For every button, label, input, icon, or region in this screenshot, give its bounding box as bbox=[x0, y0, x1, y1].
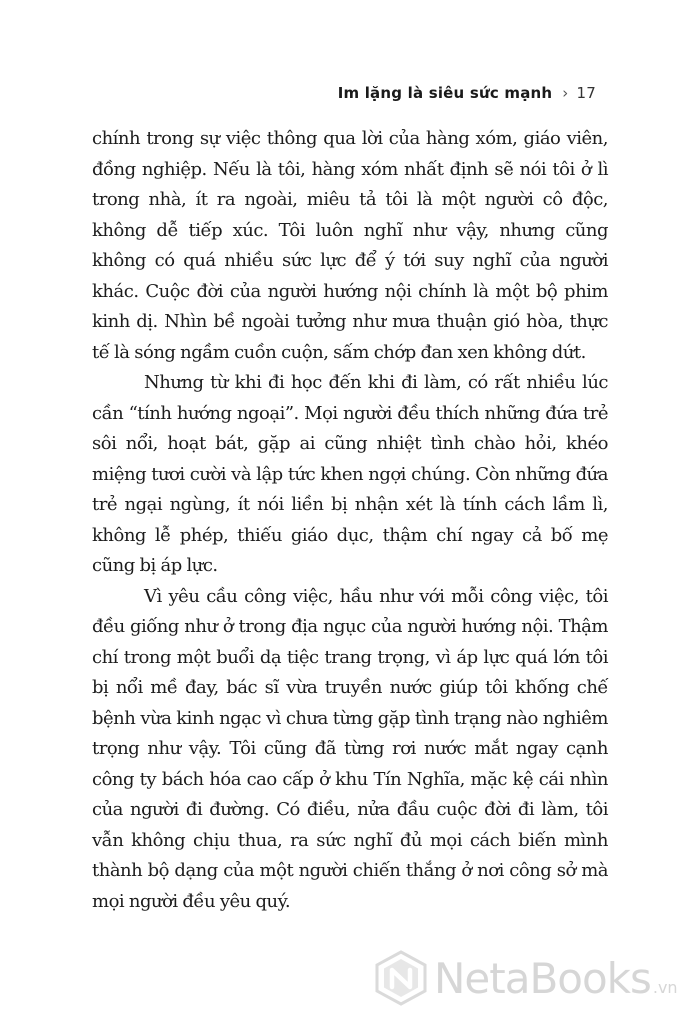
netabooks-logo-icon bbox=[372, 949, 430, 1007]
page-number: 17 bbox=[576, 84, 596, 102]
paragraph-2: Nhưng từ khi đi học đến khi đi làm, có rất nhiều lúc cần “tính hướng ngoại”. Mọi người đều thích những đứa trẻ sôi nổi, hoạt bát, gặp ai cũng nhiệt tình chào hỏi, khéo miệng tươi cười và lập tức khen ngợi chúng. Còn những đứa trẻ ngại ngùng, ít nói liền bị nhận xét là tính cách lầm lì, không lễ phép, thiếu giáo dục, thậm chí ngay cả bố mẹ cũng bị áp lực. bbox=[92, 372, 608, 576]
watermark-brand bbox=[434, 954, 678, 1003]
watermark-brand-name: NetaBooks bbox=[434, 953, 651, 1003]
book-title: Im lặng là siêu sức mạnh bbox=[337, 84, 553, 102]
body-text bbox=[92, 124, 608, 917]
running-header bbox=[338, 84, 596, 102]
netabooks-watermark bbox=[372, 948, 692, 1008]
paragraph-1: chính trong sự việc thông qua lời của hàng xóm, giáo viên, đồng nghiệp. Nếu là tôi, hàng xóm nhất định sẽ nói tôi ở lì trong nhà, ít ra ngoài, miêu tả tôi là một người cô độc, không dễ tiếp xúc. Tôi luôn nghĩ như vậy, nhưng cũng không có quá nhiều sức lực để ý tới suy nghĩ của người khác. Cuộc đời của người hướng nội chính là một bộ phim kinh dị. Nhìn bề ngoài tưởng như mưa thuận gió hòa, thực tế là sóng ngầm cuồn cuộn, sấm chớp đan xen không dứt. bbox=[92, 128, 608, 363]
paragraph-3: Vì yêu cầu công việc, hầu như với mỗi công việc, tôi đều giống như ở trong địa ngục của người hướng nội. Thậm chí trong một buổi dạ tiệc trang trọng, vì áp lực quá lớn tôi bị nổi mề đay, bác sĩ vừa truyền nước giúp tôi khống chế bệnh vừa kinh ngạc vì chưa từng gặp tình trạng nào nghiêm trọng như vậy. Tôi cũng đã từng rơi nước mắt ngay cạnh công ty bách hóa cao cấp ở khu Tín Nghĩa, mặc kệ cái nhìn của người đi đường. Có điều, nửa đầu cuộc đời đi làm, tôi vẫn không chịu thua, ra sức nghĩ đủ mọi cách biến mình thành bộ dạng của một người chiến thắng ở nơi công sở mà mọi người đều yêu quý. bbox=[92, 585, 608, 912]
separator-chevron-icon: › bbox=[562, 84, 569, 102]
watermark-domain-suffix: .vn bbox=[652, 977, 678, 997]
